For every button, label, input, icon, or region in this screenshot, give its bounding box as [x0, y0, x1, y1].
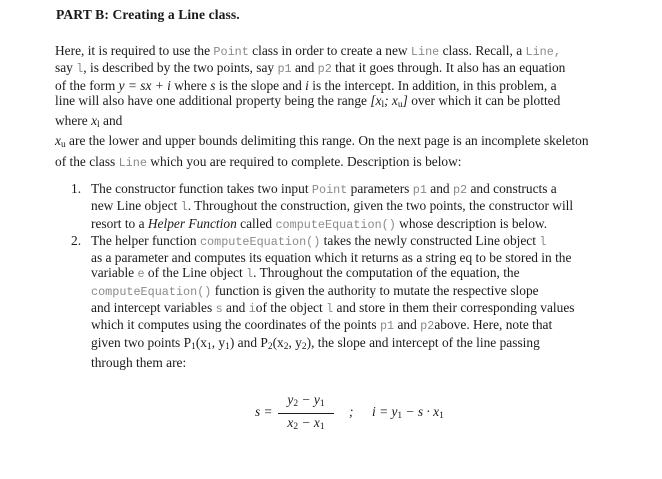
text: above. Here, note that	[434, 317, 553, 333]
subscript: 2	[293, 399, 299, 409]
list-item	[71, 181, 627, 233]
code-compute-equation: computeEquation()	[275, 217, 396, 232]
text: and	[291, 60, 318, 76]
text: whose description is below.	[395, 215, 548, 231]
text: new Line object	[91, 198, 181, 214]
math-part: − s · x	[402, 404, 440, 419]
math-x: x	[55, 133, 61, 149]
emphasis-helper-function: Helper Function	[147, 215, 237, 231]
intro-line-2	[55, 60, 627, 77]
subscript: 1	[397, 411, 403, 421]
text: of the class	[55, 153, 119, 169]
item2-line-1	[91, 233, 627, 250]
text: and constructs a	[467, 181, 557, 196]
text: , y	[211, 334, 226, 350]
code-compute-equation: computeEquation()	[91, 284, 212, 299]
text: parameters	[347, 181, 413, 196]
text: and	[222, 300, 249, 316]
subscript: l	[97, 120, 100, 131]
math-equation: y = sx + i	[118, 77, 171, 93]
text: The constructor function takes two input	[91, 181, 312, 196]
math-part: y	[287, 392, 294, 407]
subscript: 1	[319, 399, 325, 409]
code-l: l	[76, 62, 84, 77]
text: Here, it is required to use the	[55, 43, 214, 58]
intro-line-6	[55, 133, 627, 153]
text: variable	[91, 265, 138, 281]
math-part: ; x	[384, 92, 398, 108]
text: takes the newly constructed Line object	[320, 232, 540, 248]
subscript: 2	[267, 341, 273, 352]
text: , is described by the two points, say	[83, 60, 278, 76]
math-part: − x	[298, 415, 320, 431]
math-part: i = y	[372, 404, 398, 419]
code-p1: p1	[379, 319, 395, 334]
text: , y	[288, 334, 302, 350]
text: where	[55, 113, 92, 129]
formula-separator: ;	[349, 404, 354, 419]
math-part: − y	[298, 392, 320, 407]
math-part: ]	[402, 92, 408, 108]
subscript: 2	[293, 422, 299, 433]
code-line: Line	[118, 155, 147, 170]
text: class in order to create a new	[248, 43, 411, 58]
item2-line-7	[91, 335, 627, 355]
item1-line-2	[91, 198, 627, 215]
text: ) and P	[229, 334, 268, 350]
text: . Throughout the computation of the equation, the	[253, 265, 520, 281]
list-item	[71, 233, 627, 370]
item2-line-4	[91, 283, 627, 300]
text: and	[99, 113, 123, 129]
code-point: Point	[311, 183, 348, 197]
math-i: i	[305, 77, 309, 93]
intro-line-7	[55, 154, 627, 171]
text: given two points P	[91, 334, 192, 350]
slope-intercept-formula	[255, 392, 485, 432]
subscript: 1	[225, 341, 230, 352]
code-l: l	[326, 302, 334, 317]
item2-line-2: as a parameter and computes its equation which it returns as a string eq to be stored in the	[91, 250, 572, 266]
text: and intercept variables	[91, 300, 216, 316]
subscript: u	[397, 99, 403, 110]
intro-line-3	[55, 78, 627, 93]
intro-line-5	[55, 113, 627, 133]
list-number: 2.	[71, 232, 82, 248]
text: The helper function	[91, 232, 200, 248]
code-l: l	[539, 234, 547, 249]
code-i: i	[248, 302, 256, 317]
text: (x	[195, 334, 207, 350]
text: and store in them their corresponding values	[333, 300, 575, 316]
text: resort to a	[91, 215, 148, 231]
code-compute-equation: computeEquation()	[199, 234, 321, 249]
math-part: [x	[370, 92, 382, 108]
subscript: u	[60, 140, 66, 151]
item2-line-6	[91, 317, 627, 334]
math-x: x	[91, 113, 98, 129]
text: of the form	[55, 77, 119, 93]
text: and	[426, 181, 453, 196]
math-s: s	[210, 77, 216, 93]
list-number: 1.	[71, 181, 82, 196]
text: that it goes through. It also has an equation	[331, 60, 566, 76]
code-point: Point	[213, 45, 249, 59]
text: class. Recall, a	[439, 43, 526, 58]
text: (x	[272, 334, 284, 350]
code-p2: p2	[317, 62, 332, 77]
subscript: 2	[301, 341, 307, 352]
intro-line-1	[55, 43, 627, 60]
code-p2: p2	[452, 183, 468, 197]
slope-fraction	[278, 392, 334, 436]
code-line: Line	[410, 45, 440, 59]
subscript: l	[381, 99, 385, 110]
intercept-formula	[372, 404, 444, 424]
formula-s-equals: s =	[255, 404, 273, 419]
text: and	[394, 317, 421, 333]
text: called	[236, 215, 276, 231]
text: of the object	[255, 300, 327, 316]
text: say	[55, 60, 77, 76]
intro-paragraph	[55, 43, 627, 171]
intro-line-4	[55, 93, 627, 113]
math-part: x	[287, 415, 294, 431]
subscript: 2	[283, 341, 289, 352]
text: is the intercept. In addition, in this problem, a	[308, 77, 557, 93]
fraction-numerator	[278, 392, 334, 412]
text: line will also have one additional property being the range	[55, 92, 371, 108]
text: ), the slope and intercept of the line passing	[306, 334, 540, 350]
text: over which it can be plotted	[407, 92, 561, 108]
text: is the slope and	[215, 77, 306, 93]
description-list	[71, 181, 627, 370]
section-heading: PART B: Creating a Line class.	[56, 7, 240, 22]
item2-line-3	[91, 265, 627, 282]
fraction-bar	[278, 413, 334, 414]
code-l: l	[180, 200, 188, 215]
fraction-denominator	[278, 415, 334, 435]
subscript: 1	[206, 341, 212, 352]
math-range	[370, 93, 408, 108]
code-s: s	[215, 302, 223, 317]
text: which it computes using the coordinates of the points	[91, 317, 380, 333]
text: are the lower and upper bounds delimiting this range. On the next page is an incomplete skeleton	[65, 133, 589, 149]
code-line: Line,	[525, 45, 561, 59]
text: where	[170, 77, 211, 93]
text: . Throughout the construction, given the two points, the constructor will	[187, 198, 574, 214]
text: function is given the authority to mutate the respective slope	[211, 282, 539, 298]
text: which you are required to complete. Description is below:	[146, 153, 462, 169]
code-e: e	[137, 267, 145, 282]
text: of the Line object	[144, 265, 247, 281]
subscript: 1	[319, 422, 325, 433]
code-l: l	[246, 267, 254, 282]
item2-line-5	[91, 300, 627, 317]
subscript: 1	[191, 341, 196, 352]
subscript: 1	[439, 411, 444, 421]
code-p1: p1	[277, 62, 292, 77]
code-p1: p1	[412, 183, 427, 197]
code-p2: p2	[420, 319, 435, 334]
item1-line-1	[91, 181, 627, 198]
item1-line-3	[91, 216, 627, 233]
item2-line-8: through them are:	[91, 354, 187, 370]
